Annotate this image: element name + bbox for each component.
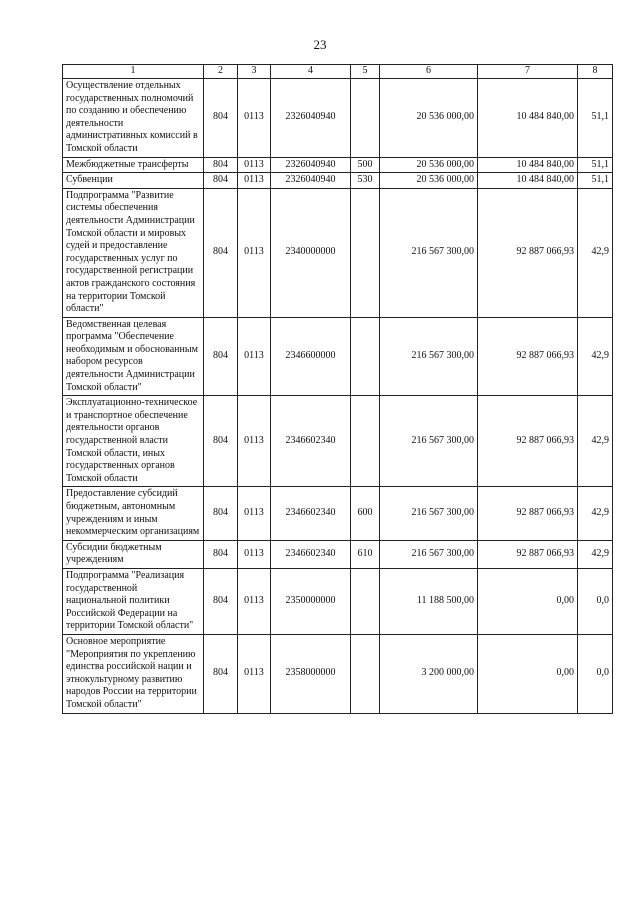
row-csr: 2346602340 bbox=[271, 540, 351, 568]
row-vr: 530 bbox=[351, 173, 380, 189]
col-header-gr: 2 bbox=[204, 65, 238, 79]
table-row bbox=[63, 79, 613, 158]
row-csr: 2358000000 bbox=[271, 634, 351, 713]
table-row bbox=[63, 396, 613, 487]
row-plan: 216 567 300,00 bbox=[380, 396, 478, 487]
table-row bbox=[63, 568, 613, 634]
row-plan: 20 536 000,00 bbox=[380, 173, 478, 189]
table-row bbox=[63, 157, 613, 173]
col-header-fact: 7 bbox=[478, 65, 578, 79]
row-fact: 0,00 bbox=[478, 568, 578, 634]
row-fact: 10 484 840,00 bbox=[478, 79, 578, 158]
row-rz: 0113 bbox=[238, 396, 271, 487]
row-vr bbox=[351, 79, 380, 158]
row-name: Основное мероприятие "Мероприятия по укреплению единства российской нации и этнокультурному развитию народов России на территории Томской области" bbox=[63, 634, 204, 713]
row-vr: 600 bbox=[351, 487, 380, 540]
row-vr: 610 bbox=[351, 540, 380, 568]
row-name: Межбюджетные трансферты bbox=[63, 157, 204, 173]
table-row bbox=[63, 188, 613, 317]
row-rz: 0113 bbox=[238, 568, 271, 634]
row-csr: 2340000000 bbox=[271, 188, 351, 317]
row-plan: 216 567 300,00 bbox=[380, 188, 478, 317]
row-fact: 92 887 066,93 bbox=[478, 188, 578, 317]
col-header-csr: 4 bbox=[271, 65, 351, 79]
row-gr: 804 bbox=[204, 396, 238, 487]
row-plan: 3 200 000,00 bbox=[380, 634, 478, 713]
row-rz: 0113 bbox=[238, 173, 271, 189]
row-rz: 0113 bbox=[238, 188, 271, 317]
row-rz: 0113 bbox=[238, 79, 271, 158]
row-csr: 2326040940 bbox=[271, 173, 351, 189]
col-header-name: 1 bbox=[63, 65, 204, 79]
row-vr bbox=[351, 568, 380, 634]
row-fact: 10 484 840,00 bbox=[478, 157, 578, 173]
row-gr: 804 bbox=[204, 173, 238, 189]
row-plan: 216 567 300,00 bbox=[380, 540, 478, 568]
row-gr: 804 bbox=[204, 487, 238, 540]
row-pct: 0,0 bbox=[578, 568, 613, 634]
row-name: Субвенции bbox=[63, 173, 204, 189]
row-plan: 11 188 500,00 bbox=[380, 568, 478, 634]
row-name: Подпрограмма "Развитие системы обеспечения деятельности Администрации Томской области и мировых судей и предоставление государственных услуг по государственной регистрации актов гражданского состояния на территории Томской области" bbox=[63, 188, 204, 317]
row-name: Осуществление отдельных государственных полномочий по созданию и обеспечению деятельности административных комиссий в Томской области bbox=[63, 79, 204, 158]
table-row bbox=[63, 317, 613, 396]
row-csr: 2350000000 bbox=[271, 568, 351, 634]
row-csr: 2346602340 bbox=[271, 396, 351, 487]
row-vr bbox=[351, 317, 380, 396]
col-header-pct: 8 bbox=[578, 65, 613, 79]
row-fact: 92 887 066,93 bbox=[478, 396, 578, 487]
page-number: 23 bbox=[313, 37, 327, 52]
row-gr: 804 bbox=[204, 157, 238, 173]
row-vr bbox=[351, 188, 380, 317]
row-name: Ведомственная целевая программа "Обеспечение необходимым и обоснованным набором ресурсов деятельности Администрации Томской области" bbox=[63, 317, 204, 396]
row-pct: 51,1 bbox=[578, 157, 613, 173]
row-fact: 92 887 066,93 bbox=[478, 317, 578, 396]
budget-table bbox=[62, 64, 613, 714]
row-vr bbox=[351, 634, 380, 713]
col-header-rz: 3 bbox=[238, 65, 271, 79]
row-csr: 2326040940 bbox=[271, 79, 351, 158]
row-fact: 0,00 bbox=[478, 634, 578, 713]
row-rz: 0113 bbox=[238, 157, 271, 173]
row-plan: 20 536 000,00 bbox=[380, 157, 478, 173]
row-plan: 216 567 300,00 bbox=[380, 317, 478, 396]
table-row bbox=[63, 540, 613, 568]
row-pct: 42,9 bbox=[578, 396, 613, 487]
row-name: Эксплуатационно-техническое и транспортное обеспечение деятельности органов государственной власти Томской области, иных государственных органов Томской области bbox=[63, 396, 204, 487]
row-fact: 92 887 066,93 bbox=[478, 487, 578, 540]
row-gr: 804 bbox=[204, 317, 238, 396]
table-row bbox=[63, 173, 613, 189]
row-gr: 804 bbox=[204, 568, 238, 634]
row-rz: 0113 bbox=[238, 540, 271, 568]
row-csr: 2326040940 bbox=[271, 157, 351, 173]
row-csr: 2346600000 bbox=[271, 317, 351, 396]
row-gr: 804 bbox=[204, 634, 238, 713]
table-row bbox=[63, 634, 613, 713]
row-rz: 0113 bbox=[238, 634, 271, 713]
row-gr: 804 bbox=[204, 79, 238, 158]
row-fact: 92 887 066,93 bbox=[478, 540, 578, 568]
row-pct: 42,9 bbox=[578, 540, 613, 568]
row-pct: 51,1 bbox=[578, 79, 613, 158]
row-gr: 804 bbox=[204, 540, 238, 568]
row-vr: 500 bbox=[351, 157, 380, 173]
row-name: Субсидии бюджетным учреждениям bbox=[63, 540, 204, 568]
row-csr: 2346602340 bbox=[271, 487, 351, 540]
row-plan: 20 536 000,00 bbox=[380, 79, 478, 158]
header-row bbox=[63, 65, 613, 79]
col-header-vr: 5 bbox=[351, 65, 380, 79]
row-name: Подпрограмма "Реализация государственной национальной политики Российской Федерации на территории Томской области" bbox=[63, 568, 204, 634]
row-rz: 0113 bbox=[238, 317, 271, 396]
row-gr: 804 bbox=[204, 188, 238, 317]
row-pct: 42,9 bbox=[578, 487, 613, 540]
row-plan: 216 567 300,00 bbox=[380, 487, 478, 540]
row-fact: 10 484 840,00 bbox=[478, 173, 578, 189]
row-pct: 42,9 bbox=[578, 188, 613, 317]
row-pct: 0,0 bbox=[578, 634, 613, 713]
row-name: Предоставление субсидий бюджетным, автономным учреждениям и иным некоммерческим организациям bbox=[63, 487, 204, 540]
table-row bbox=[63, 487, 613, 540]
row-pct: 51,1 bbox=[578, 173, 613, 189]
row-rz: 0113 bbox=[238, 487, 271, 540]
row-pct: 42,9 bbox=[578, 317, 613, 396]
row-vr bbox=[351, 396, 380, 487]
col-header-plan: 6 bbox=[380, 65, 478, 79]
